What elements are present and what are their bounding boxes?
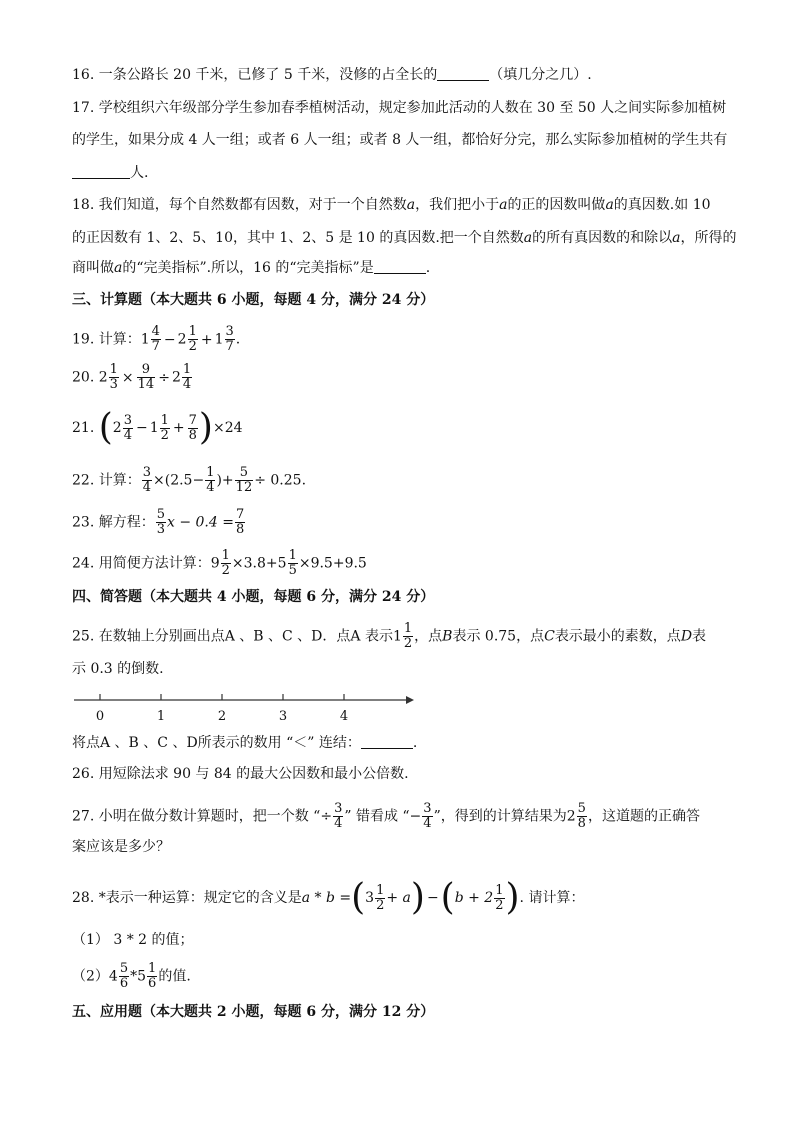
section-3-heading: 三、计算题（本大题共 6 小题，每题 4 分，满分 24 分）	[72, 292, 435, 308]
fraction: $\frac{7}{8}$	[235, 507, 245, 537]
number-line-label: 0	[95, 709, 105, 724]
fraction: $\frac{5}{8}$	[577, 801, 586, 831]
fraction: $\frac{1}{6}$	[148, 961, 157, 991]
fraction: $\frac{1}{2}$	[376, 882, 385, 913]
fraction: $\frac{3}{7}$	[225, 324, 234, 354]
fraction: $\frac{3}{4}$	[142, 465, 151, 495]
question-18-line-2: 的正因数有 1、2、5、10，其中 1、2、5 是 10 的真因数.把一个自然数a的所有真因数的和除以a，所得的	[72, 230, 737, 246]
number-line	[72, 686, 422, 726]
question-20: 20. 2 $\frac{1}{3}$ × $\frac{9}{14}$ ÷ 2 $\frac{1}{4}$	[72, 362, 192, 392]
fraction: $\frac{9}{14}$	[137, 362, 155, 392]
fraction: $\frac{4}{7}$	[151, 324, 160, 354]
answer-blank[interactable]	[437, 65, 489, 81]
question-25-line-3: 将点A 、B 、C 、D所表示的数用 “＜” 连结： .	[72, 735, 418, 751]
question-22: 22. 计算： $\frac{3}{4}$ ×(2.5− $\frac{1}{4}$ )+ $\frac{5}{12}$ ÷ 0.25.	[72, 465, 307, 495]
fraction: $\frac{5}{6}$	[119, 961, 129, 991]
fraction: $\frac{5}{12}$	[235, 465, 253, 495]
number-line-label: 1	[156, 709, 166, 724]
fraction: $\frac{3}{4}$	[334, 801, 343, 831]
question-23: 23. 解方程： $\frac{5}{3}$ x − 0.4 = $\frac{7}{8}$	[72, 507, 245, 537]
fraction: $\frac{7}{8}$	[188, 412, 197, 443]
question-26: 26. 用短除法求 90 与 84 的最大公因数和最小公倍数.	[72, 766, 409, 782]
fraction: $\frac{1}{4}$	[206, 465, 215, 495]
fraction: $\frac{1}{2}$	[188, 324, 197, 354]
number-line-label: 3	[278, 709, 288, 724]
fraction: $\frac{1}{4}$	[182, 362, 192, 392]
number-line-label: 4	[339, 709, 349, 724]
answer-blank[interactable]	[374, 258, 426, 274]
fraction: $\frac{1}{3}$	[109, 362, 118, 392]
question-24: 24. 用简便方法计算：9 $\frac{1}{2}$ ×3.8+5 $\frac{1}{5}$ ×9.5+9.5	[72, 548, 367, 578]
question-28-part-1: （1） 3 * 2 的值；	[72, 932, 194, 948]
fraction: $\frac{1}{5}$	[288, 548, 297, 578]
fraction: $\frac{1}{2}$	[495, 882, 504, 913]
answer-blank[interactable]	[361, 733, 413, 749]
fraction: $\frac{3}{4}$	[423, 801, 432, 831]
question-17-line-1: 17. 学校组织六年级部分学生参加春季植树活动，规定参加此活动的人数在 30 至 50 人之间实际参加植树	[72, 100, 727, 116]
question-28-part-2: （2）4 $\frac{5}{6}$ *5 $\frac{1}{6}$ 的值.	[72, 961, 191, 991]
fraction: $\frac{3}{4}$	[123, 412, 132, 443]
fraction: $\frac{5}{3}$	[156, 507, 165, 537]
question-21: 21. (2 $\frac{3}{4}$ − 1 $\frac{1}{2}$ + $\frac{7}{8}$ )×24	[72, 407, 243, 448]
question-17-line-2: 的学生，如果分成 4 人一组；或者 6 人一组；或者 8 人一组，都恰好分完，那么实际参加植树的学生共有	[72, 132, 728, 148]
question-25-line-2: 示 0.3 的倒数.	[72, 661, 164, 677]
question-16: 16. 一条公路长 20 千米，已修了 5 千米，没修的占全长的 （填几分之几）.	[72, 67, 592, 83]
question-28-line-1: 28. *表示一种运算：规定它的含义是a * b =(3 $\frac{1}{2}$ + a) −(b + 2 $\frac{1}{2}$ ). 请计算：	[72, 877, 585, 918]
section-5-heading: 五、应用题（本大题共 2 小题，每题 6 分，满分 12 分）	[72, 1004, 435, 1020]
fraction: $\frac{1}{2}$	[403, 621, 413, 651]
fraction: $\frac{1}{2}$	[160, 412, 169, 443]
answer-blank[interactable]	[72, 163, 130, 179]
section-4-heading: 四、简答题（本大题共 4 小题，每题 6 分，满分 24 分）	[72, 589, 435, 605]
question-27-line-1: 27. 小明在做分数计算题时，把一个数 “÷ $\frac{3}{4}$ ” 错看成 “− $\frac{3}{4}$ ”，得到的计算结果为2 $\frac{5}{8}$ ，这道题的正确答	[72, 801, 700, 831]
fraction: $\frac{1}{2}$	[221, 548, 230, 578]
number-line-label: 2	[217, 709, 227, 724]
question-18-line-3: 商叫做a的“完美指标”.所以，16 的“完美指标”是 .	[72, 260, 431, 276]
number-line-arrow-icon	[406, 696, 414, 704]
question-19: 19. 计算：1 $\frac{4}{7}$ − 2 $\frac{1}{2}$ + 1 $\frac{3}{7}$ .	[72, 324, 241, 354]
question-17-line-3: 人.	[72, 163, 148, 183]
question-18-line-1: 18. 我们知道，每个自然数都有因数，对于一个自然数a，我们把小于a的正的因数叫做a的真因数.如 10	[72, 197, 711, 213]
question-27-line-2: 案应该是多少？	[72, 839, 170, 855]
question-25-line-1: 25. 在数轴上分别画出点A 、B 、C 、D．点A 表示1 $\frac{1}{2}$ ，点B表示 0.75，点C表示最小的素数，点D表	[72, 621, 707, 651]
